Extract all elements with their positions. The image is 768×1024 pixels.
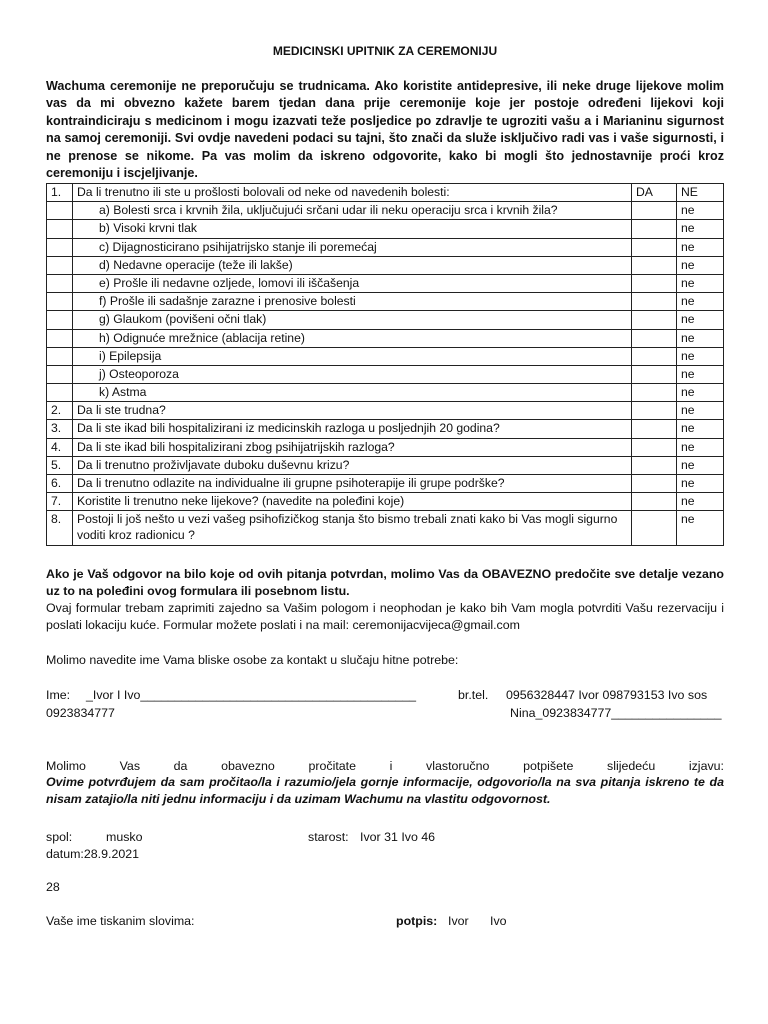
contact-tel-line2: Nina_0923834777________________ bbox=[510, 706, 722, 720]
questionnaire-table bbox=[46, 183, 724, 546]
cell-num bbox=[47, 238, 73, 256]
cell-da bbox=[632, 493, 677, 511]
cell-text: k) Astma bbox=[73, 384, 632, 402]
table-row bbox=[47, 402, 724, 420]
cell-ne: ne bbox=[677, 202, 724, 220]
intro-paragraph: Wachuma ceremonije ne preporučuju se trudnicama. Ako koristite antidepresive, ili neke druge lijekove molim vas da mi obvezno kažete barem tjedan dana prije ceremonije koje jer postoje određeni lijekovi koji kontraindiciraju s medicinom i mogu izazvati teže posljedice po zdravlje te ugroziti vašu a i Marianinu sigurnost na samoj ceremoniji. Svi ovdje navedeni podaci su tajni, što znači da služe isključivo radi vas i vaše sigurnosti, i ne prenose se nikome. Pa vas molim da iskreno odgovorite, kako bi mogli što jednostavnije proći kroz ceremoniju i iscjeljivanje. bbox=[46, 79, 724, 181]
cell-num bbox=[47, 365, 73, 383]
cell-da bbox=[632, 293, 677, 311]
cell-ne: ne bbox=[677, 329, 724, 347]
cell-text: Koristite li trenutno neke lijekove? (navedite na poleđini koje) bbox=[73, 493, 632, 511]
name-print-label: Vaše ime tiskanim slovima: bbox=[46, 914, 195, 928]
datum-field: datum:28.9.2021 bbox=[46, 847, 140, 861]
notice-bold: Ako je Vaš odgovor na bilo koje od ovih pitanja potvrdan, molimo Vas da OBAVEZNO predočite sve detalje vezano uz to na poleđini ovog formulara ili posebnom listu. bbox=[46, 567, 724, 598]
cell-ne: ne bbox=[677, 256, 724, 274]
table-row bbox=[47, 384, 724, 402]
table-row bbox=[47, 329, 724, 347]
contact-tel-label: br.tel. bbox=[458, 688, 489, 702]
signature-label: potpis: bbox=[396, 914, 438, 928]
cell-num: 3. bbox=[47, 420, 73, 438]
table-row bbox=[47, 238, 724, 256]
spol-label: spol: bbox=[46, 830, 73, 844]
cell-num bbox=[47, 329, 73, 347]
cell-num: 6. bbox=[47, 475, 73, 493]
cell-text: h) Odignuće mrežnice (ablacija retine) bbox=[73, 329, 632, 347]
table-row bbox=[47, 220, 724, 238]
cell-text: Da li trenutno proživljavate duboku duševnu krizu? bbox=[73, 456, 632, 474]
starost-label: starost: bbox=[308, 830, 349, 844]
table-row bbox=[47, 347, 724, 365]
cell-ne: ne bbox=[677, 384, 724, 402]
cell-da bbox=[632, 384, 677, 402]
cell-num: 2. bbox=[47, 402, 73, 420]
table-row bbox=[47, 311, 724, 329]
spol-value: musko bbox=[106, 830, 143, 844]
cell-ne: ne bbox=[677, 511, 724, 546]
cell-ne: ne bbox=[677, 456, 724, 474]
cell-num bbox=[47, 311, 73, 329]
declaration-intro: Molimo Vas da obavezno pročitate i vlastoručno potpišete slijedeću izjavu: bbox=[46, 759, 724, 773]
cell-ne: ne bbox=[677, 347, 724, 365]
cell-num bbox=[47, 256, 73, 274]
cell-da bbox=[632, 220, 677, 238]
cell-text: Da li ste ikad bili hospitalizirani iz medicinskih razloga u posljednjih 20 godina? bbox=[73, 420, 632, 438]
cell-da bbox=[632, 456, 677, 474]
table-row bbox=[47, 438, 724, 456]
cell-da bbox=[632, 274, 677, 292]
table-row bbox=[47, 256, 724, 274]
table-row bbox=[47, 511, 724, 546]
cell-num: 8. bbox=[47, 511, 73, 546]
cell-text: c) Dijagnosticirano psihijatrijsko stanje ili poremećaj bbox=[73, 238, 632, 256]
cell-text: Postoji li još nešto u vezi vašeg psihofizičkog stanja što bismo trebali znati kako bi Vas mogli sigurno voditi kroz radionicu ? bbox=[73, 511, 632, 546]
cell-num bbox=[47, 293, 73, 311]
cell-text: j) Osteoporoza bbox=[73, 365, 632, 383]
cell-text: b) Visoki krvni tlak bbox=[73, 220, 632, 238]
cell-text: Da li ste ikad bili hospitalizirani zbog psihijatrijskih razloga? bbox=[73, 438, 632, 456]
cell-ne: ne bbox=[677, 293, 724, 311]
cell-text: i) Epilepsija bbox=[73, 347, 632, 365]
declaration-text: Ovime potvrđujem da sam pročitao/la i razumio/jela gornje informacije, odgovorio/la na sva pitanja iskreno te da nisam zatajio/la niti jednu informaciju i da uzimam Wachumu na vlastitu odgovornost. bbox=[46, 775, 724, 806]
cell-da bbox=[632, 365, 677, 383]
table-row bbox=[47, 493, 724, 511]
table-header-row bbox=[47, 184, 724, 202]
cell-text: g) Glaukom (povišeni očni tlak) bbox=[73, 311, 632, 329]
cell-ne: ne bbox=[677, 238, 724, 256]
header-da: DA bbox=[632, 184, 677, 202]
cell-ne: ne bbox=[677, 475, 724, 493]
cell-text: e) Prošle ili nedavne ozljede, lomovi ili iščašenja bbox=[73, 274, 632, 292]
cell-ne: ne bbox=[677, 402, 724, 420]
contact-name-label: Ime: bbox=[46, 688, 71, 702]
table-row bbox=[47, 202, 724, 220]
header-question: Da li trenutno ili ste u prošlosti bolovali od neke od navedenih bolesti: bbox=[73, 184, 632, 202]
cell-da bbox=[632, 511, 677, 546]
table-row bbox=[47, 456, 724, 474]
cell-num bbox=[47, 347, 73, 365]
cell-num: 7. bbox=[47, 493, 73, 511]
cell-da bbox=[632, 420, 677, 438]
cell-ne: ne bbox=[677, 438, 724, 456]
cell-num bbox=[47, 202, 73, 220]
cell-num bbox=[47, 220, 73, 238]
document-title: MEDICINSKI UPITNIK ZA CEREMONIJU bbox=[272, 44, 498, 58]
cell-da bbox=[632, 329, 677, 347]
starost-value: Ivor 31 Ivo 46 bbox=[360, 830, 436, 844]
header-ne: NE bbox=[677, 184, 724, 202]
table-row bbox=[47, 365, 724, 383]
cell-da bbox=[632, 311, 677, 329]
cell-da bbox=[632, 402, 677, 420]
contact-name-line2: 0923834777 bbox=[46, 706, 115, 720]
notice-text: Ovaj formular trebam zaprimiti zajedno sa Vašim pologom i neophodan je kako bih Vam mogla potvrditi Vašu rezervaciju i poslati lokaciju kuće. Formular možete poslati i na mail: ceremonijacvijeca@gmail.com bbox=[46, 601, 724, 632]
cell-da bbox=[632, 256, 677, 274]
cell-ne: ne bbox=[677, 493, 724, 511]
cell-ne: ne bbox=[677, 311, 724, 329]
cell-da bbox=[632, 438, 677, 456]
cell-ne: ne bbox=[677, 365, 724, 383]
cell-text: a) Bolesti srca i krvnih žila, uključujući srčani udar ili neku operaciju srca i krvnih žila? bbox=[73, 202, 632, 220]
contact-prompt: Molimo navedite ime Vama bliske osobe za kontakt u slučaju hitne potrebe: bbox=[46, 653, 459, 667]
signature-value-1: Ivor bbox=[448, 914, 469, 928]
cell-num bbox=[47, 384, 73, 402]
cell-text: d) Nedavne operacije (teže ili lakše) bbox=[73, 256, 632, 274]
cell-text: f) Prošle ili sadašnje zarazne i prenosive bolesti bbox=[73, 293, 632, 311]
table-row bbox=[47, 293, 724, 311]
table-row bbox=[47, 274, 724, 292]
cell-num: 4. bbox=[47, 438, 73, 456]
cell-da bbox=[632, 475, 677, 493]
signature-value-2: Ivo bbox=[490, 914, 507, 928]
cell-text: Da li ste trudna? bbox=[73, 402, 632, 420]
cell-ne: ne bbox=[677, 220, 724, 238]
cell-ne: ne bbox=[677, 274, 724, 292]
cell-da bbox=[632, 202, 677, 220]
form-number: 28 bbox=[46, 880, 60, 894]
contact-name-value: _Ivor I Ivo________________________________________ bbox=[86, 688, 417, 702]
header-number: 1. bbox=[47, 184, 73, 202]
cell-da bbox=[632, 238, 677, 256]
cell-num: 5. bbox=[47, 456, 73, 474]
table-row bbox=[47, 420, 724, 438]
contact-tel-value: 0956328447 Ivor 098793153 Ivo sos bbox=[506, 688, 708, 702]
cell-num bbox=[47, 274, 73, 292]
cell-ne: ne bbox=[677, 420, 724, 438]
cell-da bbox=[632, 347, 677, 365]
table-row bbox=[47, 475, 724, 493]
cell-text: Da li trenutno odlazite na individualne ili grupne psihoterapije ili grupe podrške? bbox=[73, 475, 632, 493]
